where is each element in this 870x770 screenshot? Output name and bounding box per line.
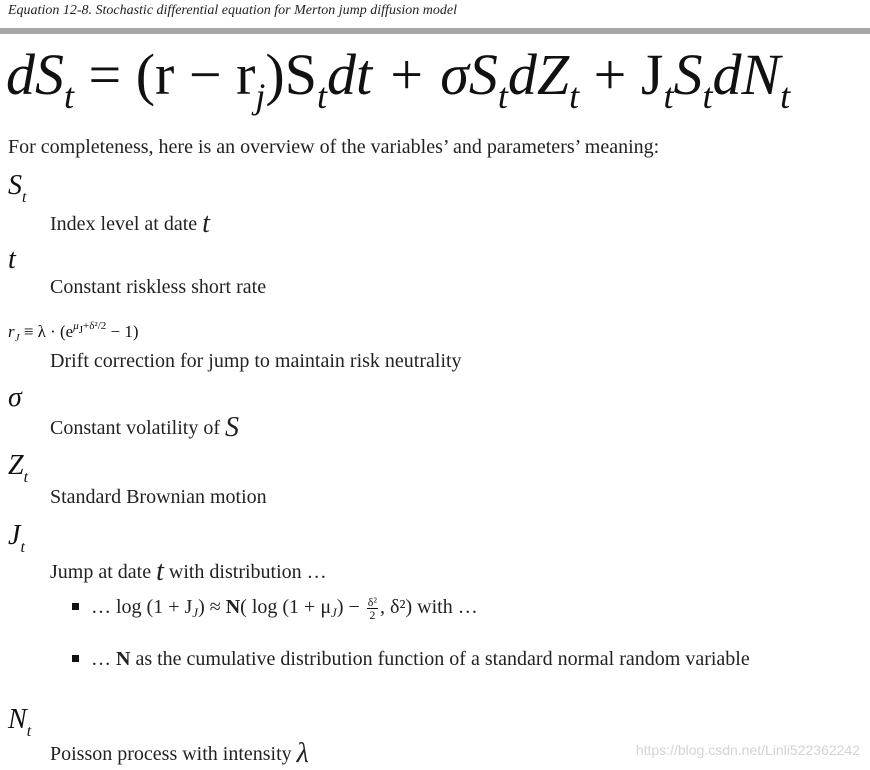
desc-s-t: Index level at date t <box>50 208 210 239</box>
symbol-j-t: $J_t$ <box>8 520 25 556</box>
desc-j-t: Jump at date t with distribution … <box>50 556 327 587</box>
symbol-s-t: $S_t$ <box>8 170 27 206</box>
symbol-r-j: $r_J \equiv \lambda \cdot (e^{\mu_J+\delta^2/2} - 1)$ <box>8 320 139 344</box>
symbol-sigma: σ <box>8 382 22 413</box>
desc-z-t: Standard Brownian motion <box>50 486 267 508</box>
symbol-n-t: $N_t$ <box>8 704 32 740</box>
watermark: https://blog.csdn.net/Linli522362242 <box>635 742 860 758</box>
cdf-bullet: … N as the cumulative distribution function of a standard normal random variable <box>72 648 750 671</box>
intro-text: For completeness, here is an overview of the variables’ and parameters’ meaning: <box>8 136 660 158</box>
jump-distribution-bullet: … $\log (1 + J_J) \approx N$( $\log (1 + \mu_J)$ − $\frac{\text{δ²}}{2}$ , δ²) with … <box>72 596 478 621</box>
symbol-t: t <box>8 244 16 275</box>
merton-sde-equation: $dS_t = (r - r_j)S_tdt + \sigma S_tdZ_t + J_tS_tdN_t$ <box>6 42 791 116</box>
desc-t: Constant riskless short rate <box>50 276 267 298</box>
desc-n-t: Poisson process with intensity λ <box>50 738 309 769</box>
bullet-marker <box>72 603 79 610</box>
symbol-z-t: $Z_t$ <box>8 450 29 486</box>
equation-caption: Equation 12-8. Stochastic differential equation for Merton jump diffusion model <box>8 3 457 18</box>
bullet-marker <box>72 655 79 662</box>
desc-sigma: Constant volatility of S <box>50 412 239 443</box>
log-normal-formula: $\log (1 + J_J) \approx N$( $\log (1 + \mu_J)$ − $\frac{\text{δ²}}{2}$ , δ²) <box>116 595 413 622</box>
caption-divider <box>0 28 870 34</box>
desc-r-j: Drift correction for jump to maintain risk neutrality <box>50 350 462 372</box>
